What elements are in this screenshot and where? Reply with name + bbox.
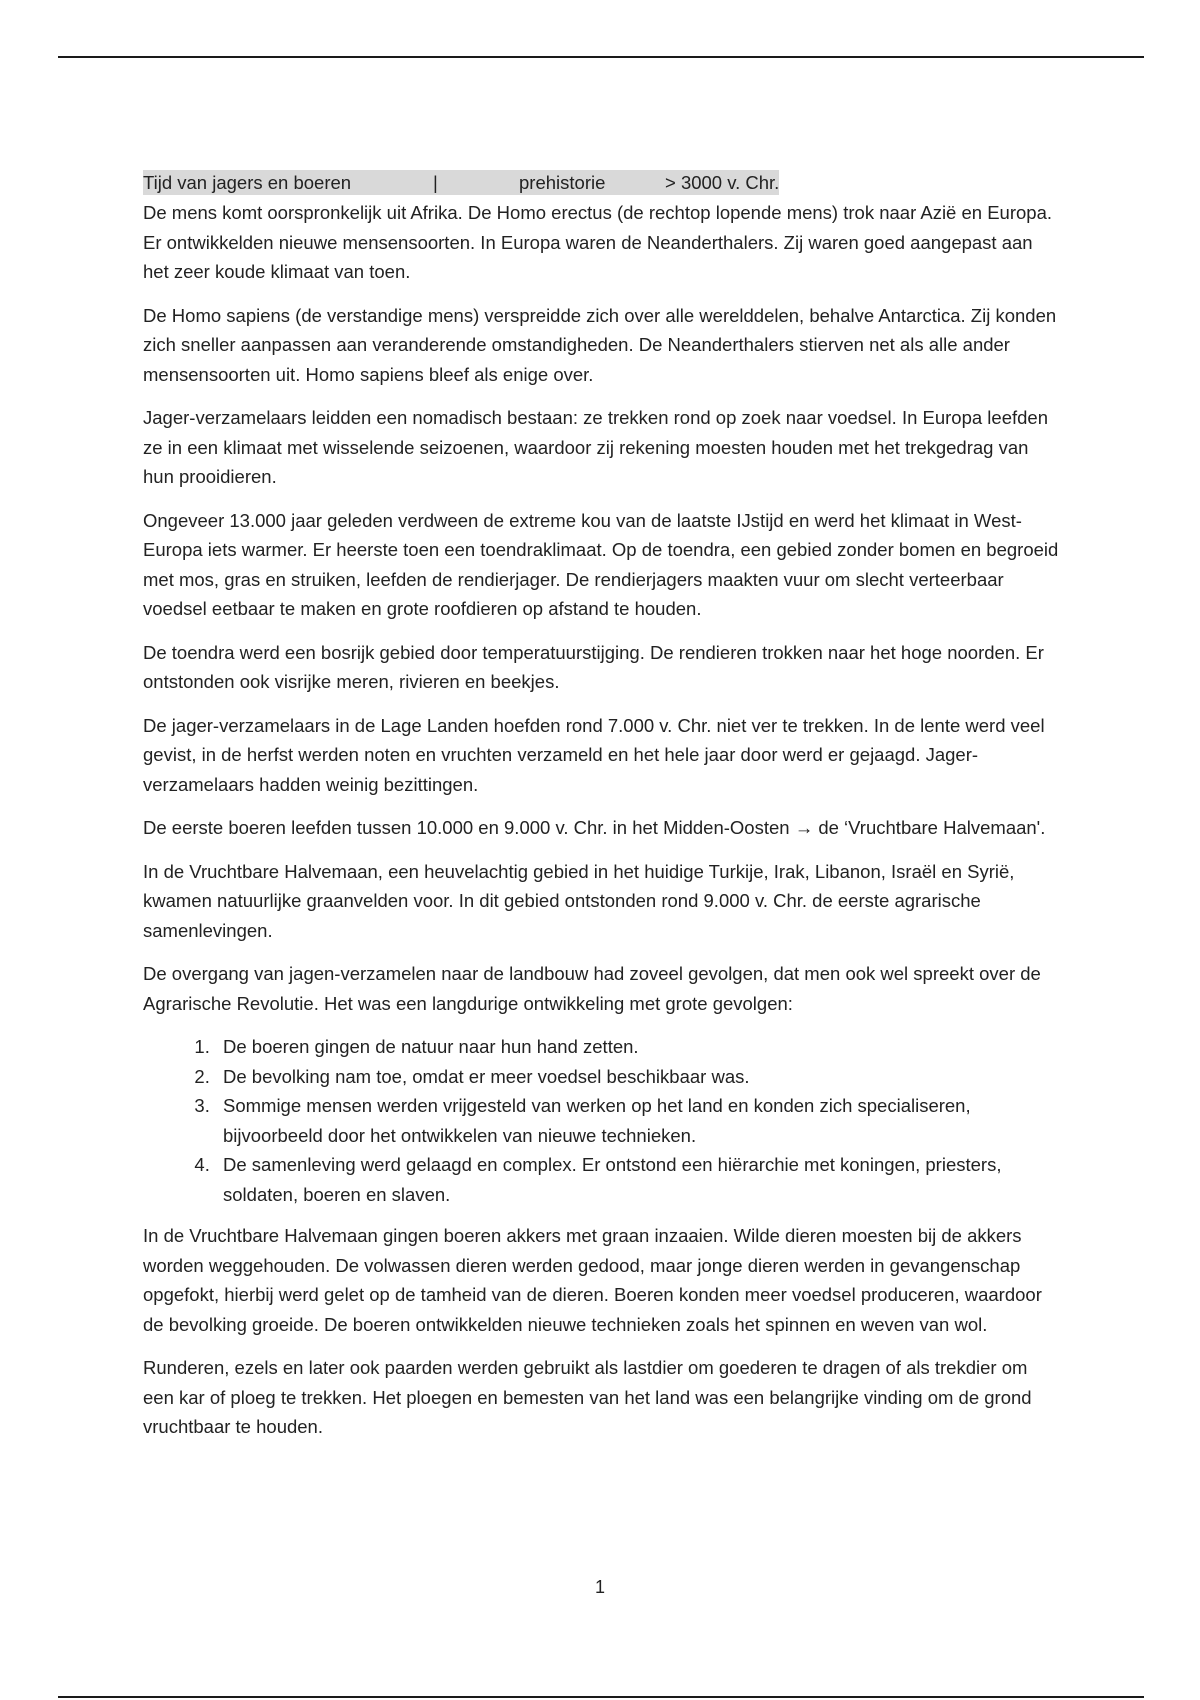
paragraph: Ongeveer 13.000 jaar geleden verdween de extreme kou van de laatste IJstijd en werd het klimaat in West-Europa iets warmer. Er heerste toen een toendraklimaat. Op de toendra, een gebied zonder bomen en begroeid met mos, gras en struiken, leefden de rendierjager. De rendierjagers maakten vuur om slecht verteerbaar voedsel eetbaar te maken en grote roofdieren op afstand te houden. [143, 509, 1059, 619]
list-item: 1. De boeren gingen de natuur naar hun hand zetten. [215, 1032, 1063, 1062]
page-number: 1 [594, 1577, 605, 1597]
paragraph: De overgang van jagen-verzamelen naar de landbouw had zoveel gevolgen, dat men ook wel spreekt over de Agrarische Revolutie. Het was een langdurige ontwikkeling met grote gevolgen: [143, 963, 1041, 1014]
list-item: 3. Sommige mensen werden vrijgesteld van werken op het land en konden zich specialiseren, bijvoorbeeld door het ontwikkelen van nieuwe technieken. [215, 1091, 1063, 1150]
page-top-rule [58, 56, 1144, 58]
heading-date: > 3000 v. Chr. [665, 172, 780, 193]
heading-separator: | [433, 172, 438, 193]
list-item: 4. De samenleving werd gelaagd en complex. Er ontstond een hiërarchie met koningen, priesters, soldaten, boeren en slaven. [215, 1150, 1063, 1209]
paragraph: In de Vruchtbare Halvemaan, een heuvelachtig gebied in het huidige Turkije, Irak, Libanon, Israël en Syrië, kwamen natuurlijke graanvelden voor. In dit gebied ontstonden rond 9.000 v. Chr. de eerste agrarische samenlevingen. [143, 860, 1015, 941]
paragraph: In de Vruchtbare Halvemaan gingen boeren akkers met graan inzaaien. Wilde dieren moesten bij de akkers worden weggehouden. De volwassen dieren werden gedood, maar jonge dieren werden in gevangenschap opgefokt, hierbij werd gelet op de tamheid van de dieren. Boeren konden meer voedsel produceren, waardoor de bevolking groeide. De boeren ontwikkelden nieuwe technieken zoals het spinnen en weven van wol. [143, 1225, 1042, 1335]
paragraph: De mens komt oorspronkelijk uit Afrika. De Homo erectus (de rechtop lopende mens) trok naar Azië en Europa. Er ontwikkelden nieuwe mensensoorten. In Europa waren de Neanderthalers. Zij waren goed aangepast aan het zeer koude klimaat van toen. [143, 202, 1052, 282]
paragraph: De eerste boeren leefden tussen 10.000 en 9.000 v. Chr. in het Midden-Oosten → de ‘Vruchtbare Halvemaan'. [143, 817, 1046, 838]
consequences-list [143, 1032, 1063, 1209]
section-heading [143, 170, 779, 195]
page-bottom-rule [58, 1696, 1144, 1698]
paragraph: De toendra werd een bosrijk gebied door temperatuurstijging. De rendieren trokken naar het hoge noorden. Er ontstonden ook visrijke meren, rivieren en beekjes. [143, 641, 1044, 692]
paragraph: Jager-verzamelaars leidden een nomadisch bestaan: ze trekken rond op zoek naar voedsel. In Europa leefden ze in een klimaat met wisselende seizoenen, waardoor zij rekening moesten houden met het trekgedrag van hun prooidieren. [143, 407, 1049, 487]
heading-title: Tijd van jagers en boeren [143, 172, 352, 193]
list-item: 2. De bevolking nam toe, omdat er meer voedsel beschikbaar was. [215, 1062, 1063, 1092]
heading-era: prehistorie [519, 172, 606, 193]
paragraph: De jager-verzamelaars in de Lage Landen hoefden rond 7.000 v. Chr. niet ver te trekken. In de lente werd veel gevist, in de herfst werden noten en vruchten verzameld en het hele jaar door werd er gejaagd. Jager-verzamelaars hadden weinig bezittingen. [143, 714, 1045, 795]
paragraph: De Homo sapiens (de verstandige mens) verspreidde zich over alle werelddelen, behalve Antarctica. Zij konden zich sneller aanpassen aan veranderende omstandigheden. De Neanderthalers stierven net als alle ander mensensoorten uit. Homo sapiens bleef als enige over. [143, 304, 1057, 385]
paragraph: Runderen, ezels en later ook paarden werden gebruikt als lastdier om goederen te dragen of als trekdier om een kar of ploeg te trekken. Het ploegen en bemesten van het land was een belangrijke vinding om de grond vruchtbaar te houden. [143, 1357, 1032, 1437]
document-body [143, 168, 1063, 1456]
